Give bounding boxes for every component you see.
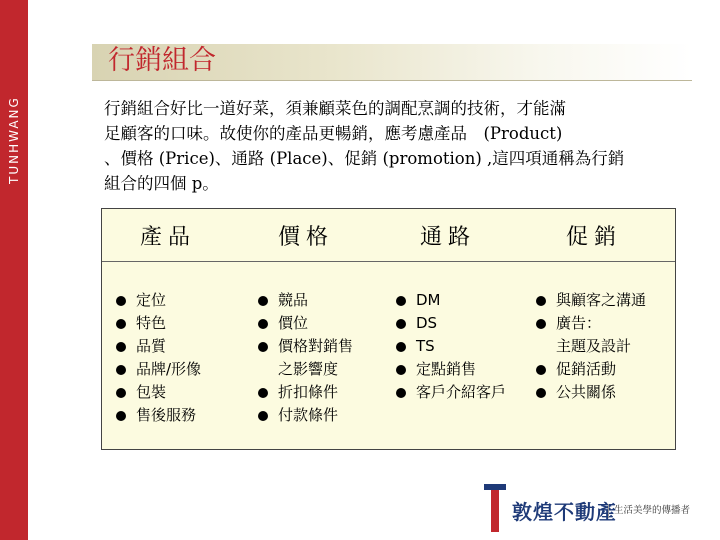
bullet-icon [396, 342, 406, 352]
list-item [114, 289, 201, 312]
list-item [114, 312, 201, 335]
company-logo [484, 484, 720, 540]
bullet-icon [396, 296, 406, 306]
product-list [114, 289, 201, 427]
list-item-text: 價格對銷售 [278, 337, 354, 355]
list-item [114, 358, 201, 381]
bullet-icon [116, 296, 126, 306]
list-item [534, 335, 646, 358]
bullet-icon [116, 365, 126, 375]
list-item-text: 促銷活動 [556, 360, 617, 378]
list-item-text: DS [416, 314, 438, 332]
list-item-text: 主題及設計 [556, 337, 632, 355]
list-item [256, 335, 353, 358]
column-header-price: 價格 [278, 225, 335, 250]
list-item-text: 品質 [136, 337, 167, 355]
list-item-text: 品牌/形像 [136, 360, 202, 378]
list-item [394, 358, 506, 381]
column-header-product: 產品 [140, 225, 197, 250]
list-item-text: 價位 [278, 314, 309, 332]
intro-line: 、價格 (Price)、通路 (Place)、促銷 (promotion) ,這四項通稱為行銷 [104, 149, 625, 168]
intro-line: 組合的四個 p。 [104, 174, 219, 193]
logo-tagline: 生活美學的傳播者 [608, 504, 690, 518]
list-item-text: 公共關係 [556, 383, 617, 401]
promotion-list [534, 289, 646, 404]
list-item [256, 289, 353, 312]
bullet-icon [258, 296, 268, 306]
list-item [114, 404, 201, 427]
intro-paragraph [104, 96, 684, 196]
list-item [394, 289, 506, 312]
bullet-icon [396, 388, 406, 398]
list-item-text: 與顧客之溝通 [556, 291, 647, 309]
list-item [534, 358, 646, 381]
bullet-icon [258, 319, 268, 329]
marketing-mix-table [101, 208, 676, 450]
column-header-promotion: 促銷 [566, 225, 623, 250]
list-item [394, 335, 506, 358]
bullet-icon [258, 411, 268, 421]
list-item [256, 312, 353, 335]
list-item [256, 381, 353, 404]
bullet-icon [258, 388, 268, 398]
bullet-icon [116, 388, 126, 398]
bullet-icon [396, 319, 406, 329]
list-item [394, 381, 506, 404]
bullet-icon [116, 342, 126, 352]
list-item-text: 定點銷售 [416, 360, 477, 378]
list-item-text: 售後服務 [136, 406, 197, 424]
brand-side-text: TUNHWANG [7, 96, 21, 184]
brand-side-bar [0, 0, 28, 540]
list-item-text: TS [416, 337, 435, 355]
bullet-icon [116, 411, 126, 421]
bullet-icon [536, 296, 546, 306]
column-header-place: 通路 [420, 225, 477, 250]
intro-line: 足顧客的口味。故使你的產品更暢銷，應考慮產品 (Product) [104, 124, 563, 143]
price-list [256, 289, 353, 427]
list-item-text: DM [416, 291, 441, 309]
list-item [534, 312, 646, 335]
place-list [394, 289, 506, 404]
list-item-text: 之影響度 [278, 360, 339, 378]
list-item-text: 客戶介紹客戶 [416, 383, 507, 401]
list-item-text: 競品 [278, 291, 309, 309]
bullet-icon [116, 319, 126, 329]
logo-mark-icon [484, 484, 506, 532]
title-divider [92, 80, 692, 81]
list-item-text: 折扣條件 [278, 383, 339, 401]
logo-name: 敦煌不動產 [512, 500, 617, 524]
intro-line: 行銷組合好比一道好菜，須兼顧菜色的調配烹調的技術，才能滿 [104, 99, 566, 118]
list-item-text: 廣告： [556, 314, 602, 332]
slide-title: 行銷組合 [108, 45, 216, 76]
list-item [394, 312, 506, 335]
bullet-icon [396, 365, 406, 375]
list-item-text: 特色 [136, 314, 167, 332]
list-item [256, 358, 353, 381]
bullet-icon [536, 365, 546, 375]
list-item [534, 289, 646, 312]
list-item-text: 定位 [136, 291, 167, 309]
bullet-icon [258, 342, 268, 352]
table-header-divider [102, 261, 675, 262]
list-item [114, 335, 201, 358]
bullet-icon [536, 388, 546, 398]
bullet-icon [536, 319, 546, 329]
list-item-text: 包裝 [136, 383, 167, 401]
list-item [256, 404, 353, 427]
list-item-text: 付款條件 [278, 406, 339, 424]
list-item [114, 381, 201, 404]
list-item [534, 381, 646, 404]
